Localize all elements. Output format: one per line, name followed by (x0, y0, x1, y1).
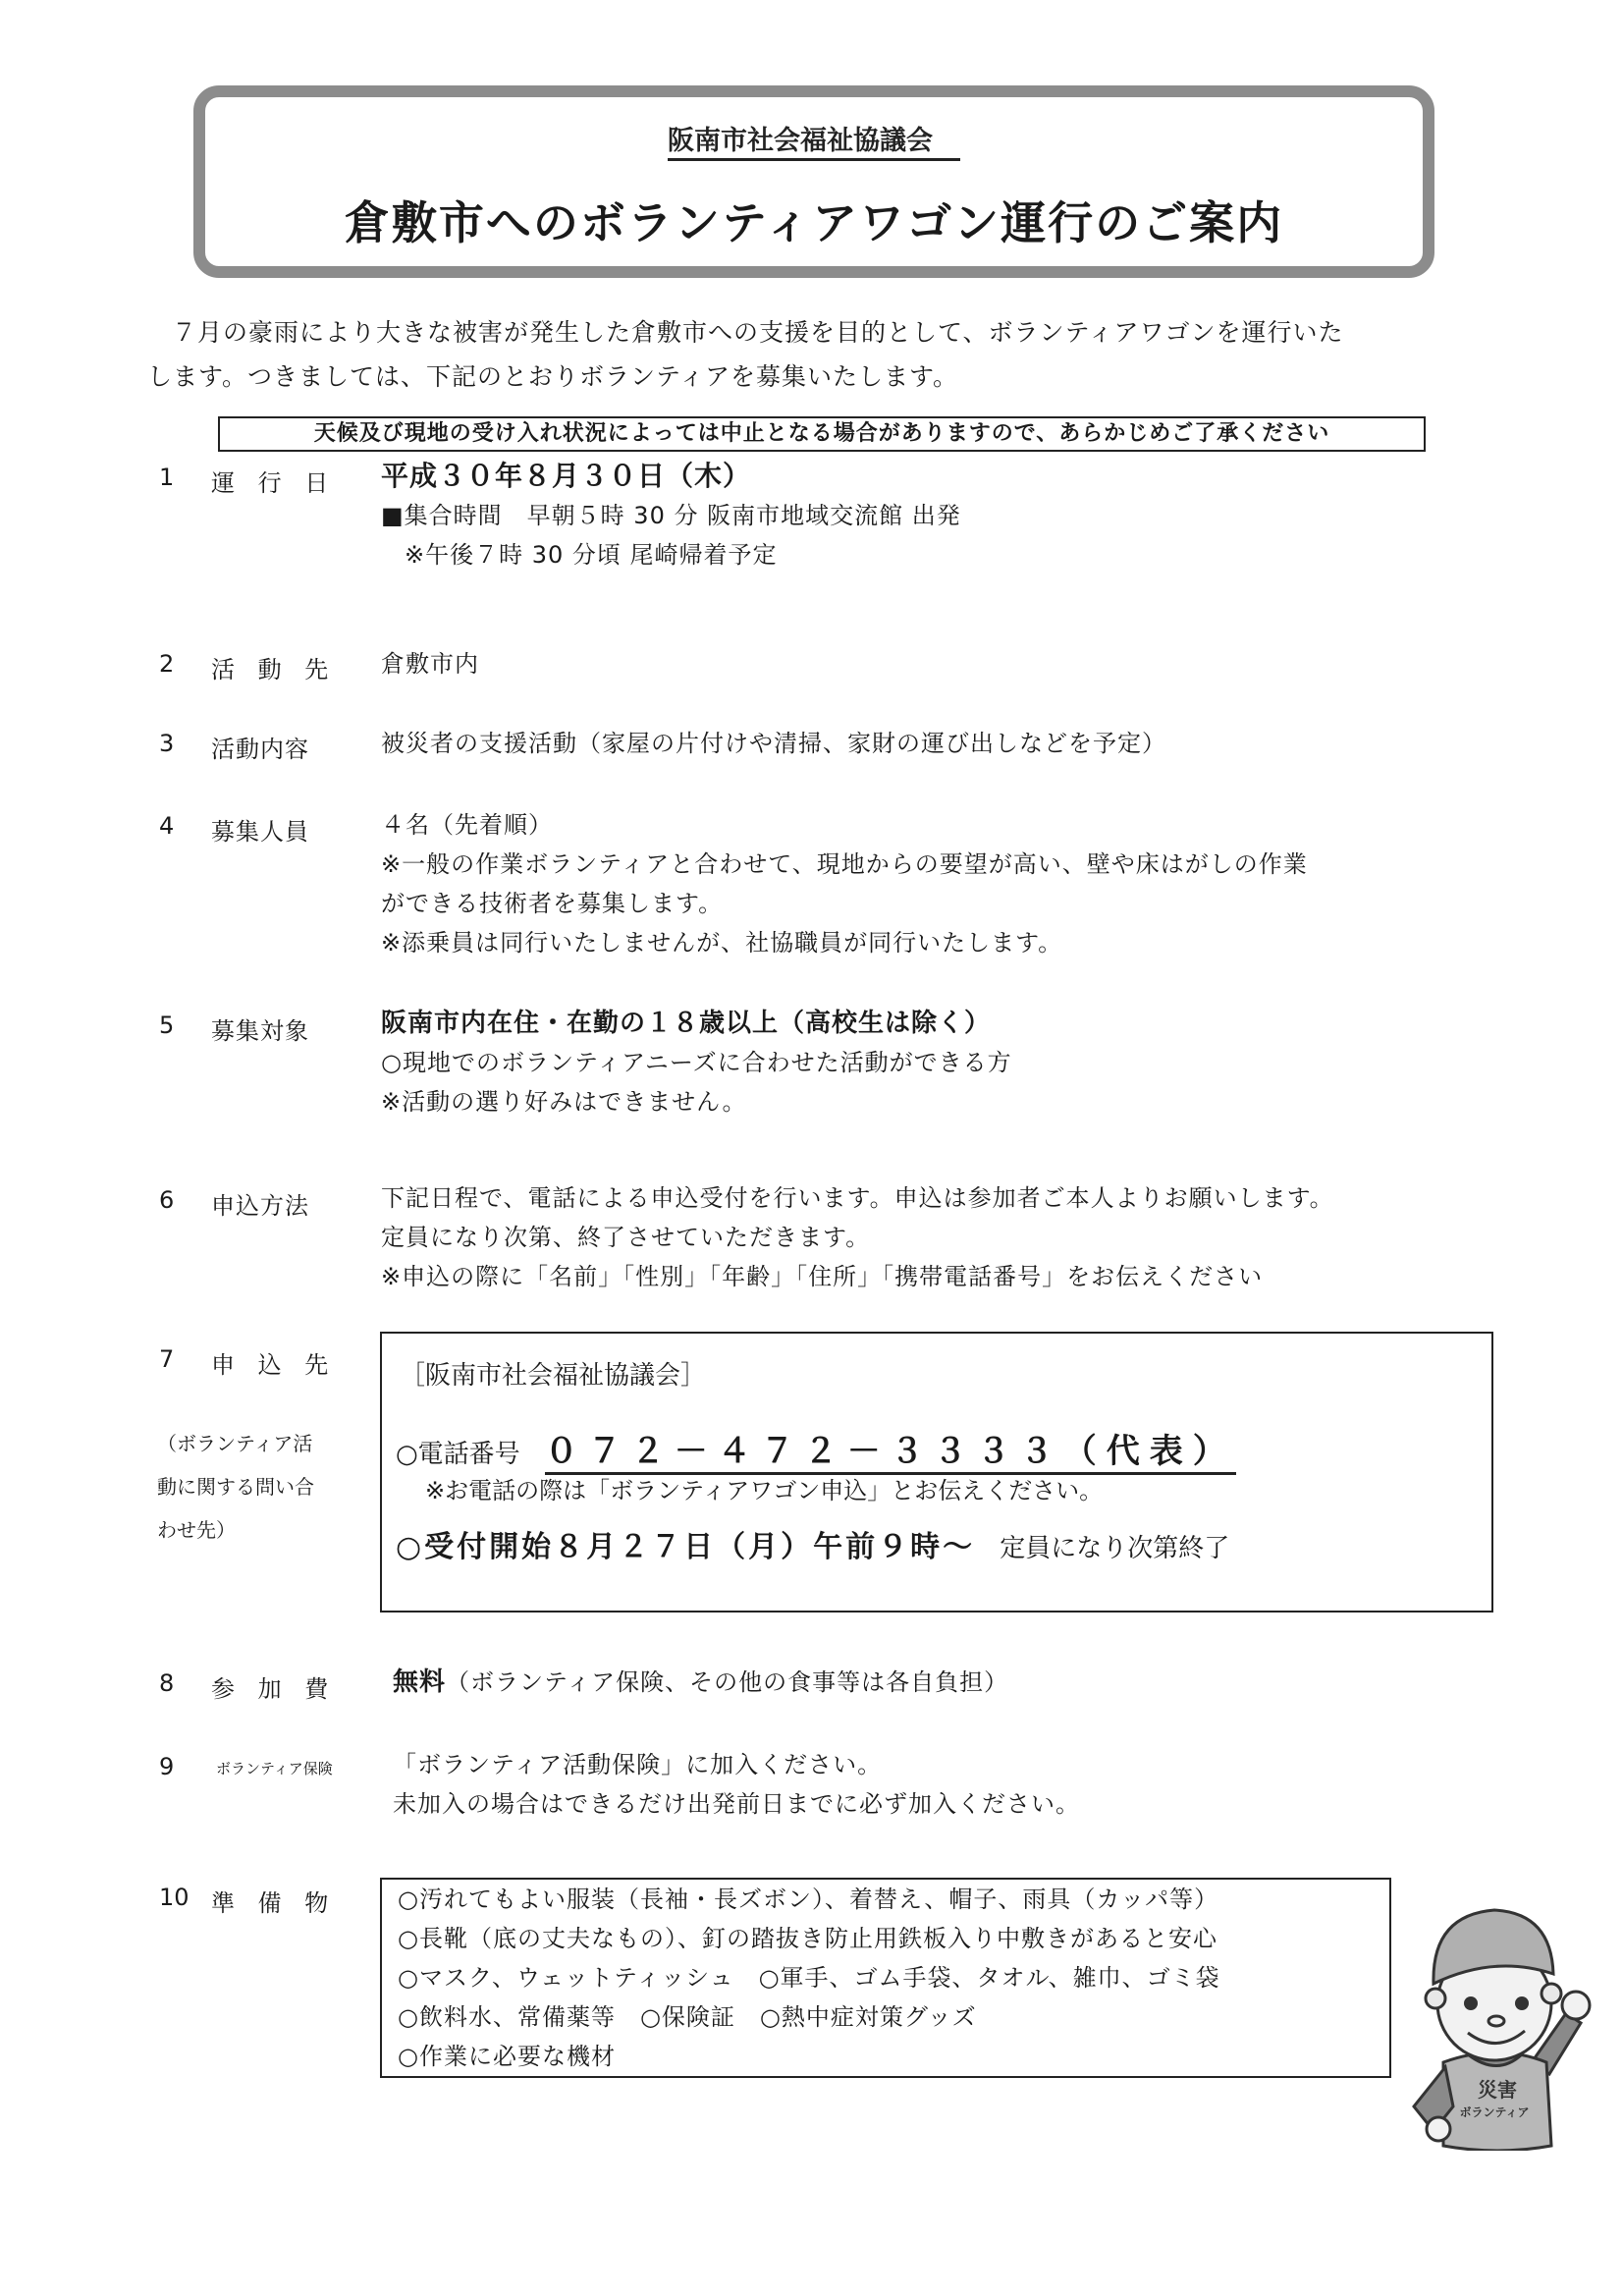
item-value-operation-date: 平成３０年８月３０日（木） ■集合時間 早朝５時 30 分 阪南市地域交流館 出発 ※午後７時 30 分頃 尾崎帰着予定 (381, 460, 961, 569)
list-item: ○長靴（底の丈夫なもの）、釘の踏抜き防止用鉄板入り中敷きがあると安心 (398, 1925, 1217, 1952)
item-label-insurance: ボランティア保険 (216, 1760, 333, 1777)
contact-organization: ［阪南市社会福祉協議会］ (400, 1361, 707, 1391)
item-label-eligibility: 募集対象 (211, 1017, 309, 1045)
contact-sublabel: （ボランティア活 動に関する問い合 わせ先） (157, 1432, 314, 1542)
list-item: ○作業に必要な機材 (398, 2043, 616, 2070)
intro-line-2: します。つきましては、下記のとおりボランティアを募集いたします。 (147, 362, 959, 391)
list-item: ○飲料水、常備薬等 ○保険証 ○熱中症対策グッズ (398, 2003, 977, 2031)
item-number: 5 (159, 1011, 175, 1039)
title-frame (193, 85, 1434, 278)
cancellation-notice: 天候及び現地の受け入れ状況によっては中止となる場合がありますので、あらかじめご了承ください (218, 416, 1426, 452)
item-number: 9 (159, 1753, 175, 1780)
item-value-activity-content: 被災者の支援活動（家屋の片付けや清掃、家財の運び出しなどを予定） (381, 730, 1166, 757)
list-item: ○汚れてもよい服装（長袖・長ズボン）、着替え、帽子、雨具（カッパ等） (398, 1886, 1219, 1913)
item-label-operation-date: 運 行 日 (211, 469, 337, 497)
item-number: 8 (159, 1669, 175, 1697)
list-item: ○マスク、ウェットティッシュ ○軍手、ゴム手袋、タオル、雑巾、ゴミ袋 (398, 1964, 1220, 1992)
item-label-activity-location: 活 動 先 (211, 656, 337, 683)
item-label-fee: 参 加 費 (211, 1675, 337, 1703)
item-number: 6 (159, 1186, 175, 1214)
contact-phone-row (396, 1424, 1236, 1472)
item-value-insurance: 「ボランティア活動保険」に加入ください。 未加入の場合はできるだけ出発前日までに必ず加入ください。 (393, 1751, 1080, 1818)
item-label-items-to-bring: 準 備 物 (211, 1889, 337, 1917)
fee-free: 無料 (393, 1667, 447, 1697)
item-value-fee: 無料（ボランティア保険、その他の食事等は各自負担） (393, 1667, 1009, 1697)
item-label-activity-content: 活動内容 (211, 736, 309, 763)
item-value-application-method: 下記日程で、電話による申込受付を行います。申込は参加者ご本人よりお願いします。 定員になり次第、終了させていただきます。 ※申込の際に「名前」「性別」「年齢」「住所」「携帯電話番号」をお伝えください (381, 1184, 1334, 1290)
contact-box (380, 1332, 1493, 1613)
item-label-application-method: 申込方法 (211, 1192, 309, 1220)
intro-line-1: ７月の豪雨により大きな被害が発生した倉敷市への支援を目的として、ボランティアワゴンを運行いた (172, 318, 1344, 347)
phone-label: ○電話番号 (396, 1440, 520, 1469)
organization-name: 阪南市社会福祉協議会 (205, 119, 1423, 157)
item-number: 2 (159, 650, 175, 678)
item-number: 1 (159, 464, 175, 491)
page-title: 倉敷市へのボランティアワゴン運行のご案内 (344, 196, 1284, 249)
item-number: 10 (159, 1884, 189, 1911)
item-number: 3 (159, 730, 175, 757)
item-number: 7 (159, 1345, 175, 1373)
item-number: 4 (159, 812, 175, 840)
items-to-bring-box (380, 1878, 1391, 2078)
item-value-recruitment-count: ４名（先着順） ※一般の作業ボランティアと合わせて、現地からの要望が高い、壁や床はがしの作業 ができる技術者を募集します。 ※添乗員は同行いたしませんが、社協職員が同行いたします。 (381, 811, 1308, 957)
reception-note: 定員になり次第終了 (1000, 1534, 1230, 1563)
intro-paragraph (147, 310, 1522, 399)
item-value-eligibility: 阪南市内在住・在勤の１８歳以上（高校生は除く） ○現地でのボランティアニーズに合わせた活動ができる方 ※活動の選り好みはできません。 (381, 1009, 1012, 1116)
item-label-contact: 申 込 先 (211, 1351, 337, 1379)
phone-note: ※お電話の際は「ボランティアワゴン申込」とお伝えください。 (425, 1477, 1104, 1504)
item-value-activity-location: 倉敷市内 (381, 650, 479, 678)
reception-start: ○受付開始８月２７日（月）午前９時～ (396, 1530, 976, 1564)
item-label-recruitment-count: 募集人員 (211, 818, 309, 846)
svg-text:ボランティア: ボランティア (1459, 2105, 1530, 2119)
svg-text:災害: 災害 (1478, 2078, 1517, 2102)
volunteer-mascot-icon (1384, 1895, 1610, 2151)
reception-row (396, 1522, 1229, 1565)
phone-number[interactable]: ０７２－４７２－３３３３（代表） (545, 1432, 1236, 1475)
